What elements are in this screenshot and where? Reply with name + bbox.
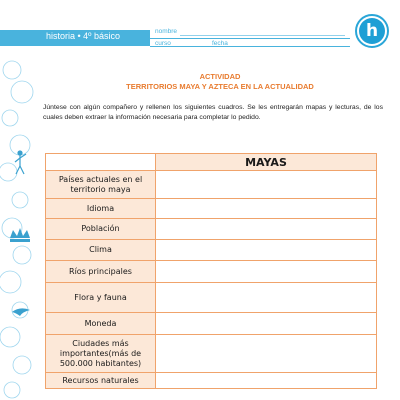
crown-icon <box>10 228 30 242</box>
row-label: Clima <box>46 240 156 261</box>
row-label: Recursos naturales <box>46 373 156 389</box>
table-row <box>46 313 377 335</box>
table-row <box>46 199 377 219</box>
logo-letter: h <box>359 18 385 44</box>
row-label: Población <box>46 219 156 240</box>
answer-cell[interactable] <box>156 199 377 219</box>
activity-subtitle: TERRITORIOS MAYA Y AZTECA EN LA ACTUALIDAD <box>126 82 314 91</box>
decorative-border <box>0 50 40 400</box>
row-label: Idioma <box>46 199 156 219</box>
table-row <box>46 240 377 261</box>
table-row <box>46 373 377 389</box>
row-label: Flora y fauna <box>46 283 156 313</box>
header-divider <box>150 38 350 39</box>
row-label: Ciudades más importantes(más de 500.000 habitantes) <box>46 335 156 373</box>
table-row <box>46 219 377 240</box>
answer-cell[interactable] <box>156 219 377 240</box>
answer-cell[interactable] <box>156 335 377 373</box>
row-label: Moneda <box>46 313 156 335</box>
answer-cell[interactable] <box>156 313 377 335</box>
instructions-text: Júntese con algún compañero y rellenen los siguientes cuadros. Se les entregarán mapas y lecturas, de los cuales deben extraer la información necesaria para completar lo pedido. <box>43 104 383 121</box>
name-field[interactable] <box>180 35 345 36</box>
subject-label: historia • 4º básico <box>46 31 120 41</box>
table-corner-cell <box>46 154 156 171</box>
column-header: MAYAS <box>156 154 377 171</box>
table-header-row <box>46 154 377 171</box>
course-field-label: curso <box>155 40 171 47</box>
date-field-label: fecha <box>212 40 228 47</box>
answer-cell[interactable] <box>156 283 377 313</box>
date-field[interactable] <box>232 46 345 47</box>
row-label: Países actuales en el territorio maya <box>46 171 156 199</box>
answer-cell[interactable] <box>156 373 377 389</box>
answer-cell[interactable] <box>156 171 377 199</box>
table-row <box>46 283 377 313</box>
table-row <box>46 261 377 283</box>
table-row <box>46 171 377 199</box>
brand-logo <box>355 14 389 48</box>
activity-table <box>45 153 377 389</box>
answer-cell[interactable] <box>156 240 377 261</box>
activity-title: ACTIVIDAD <box>199 72 241 81</box>
course-field[interactable] <box>175 46 210 47</box>
name-field-label: nombre <box>155 28 178 35</box>
answer-cell[interactable] <box>156 261 377 283</box>
row-label: Ríos principales <box>46 261 156 283</box>
table-row <box>46 335 377 373</box>
